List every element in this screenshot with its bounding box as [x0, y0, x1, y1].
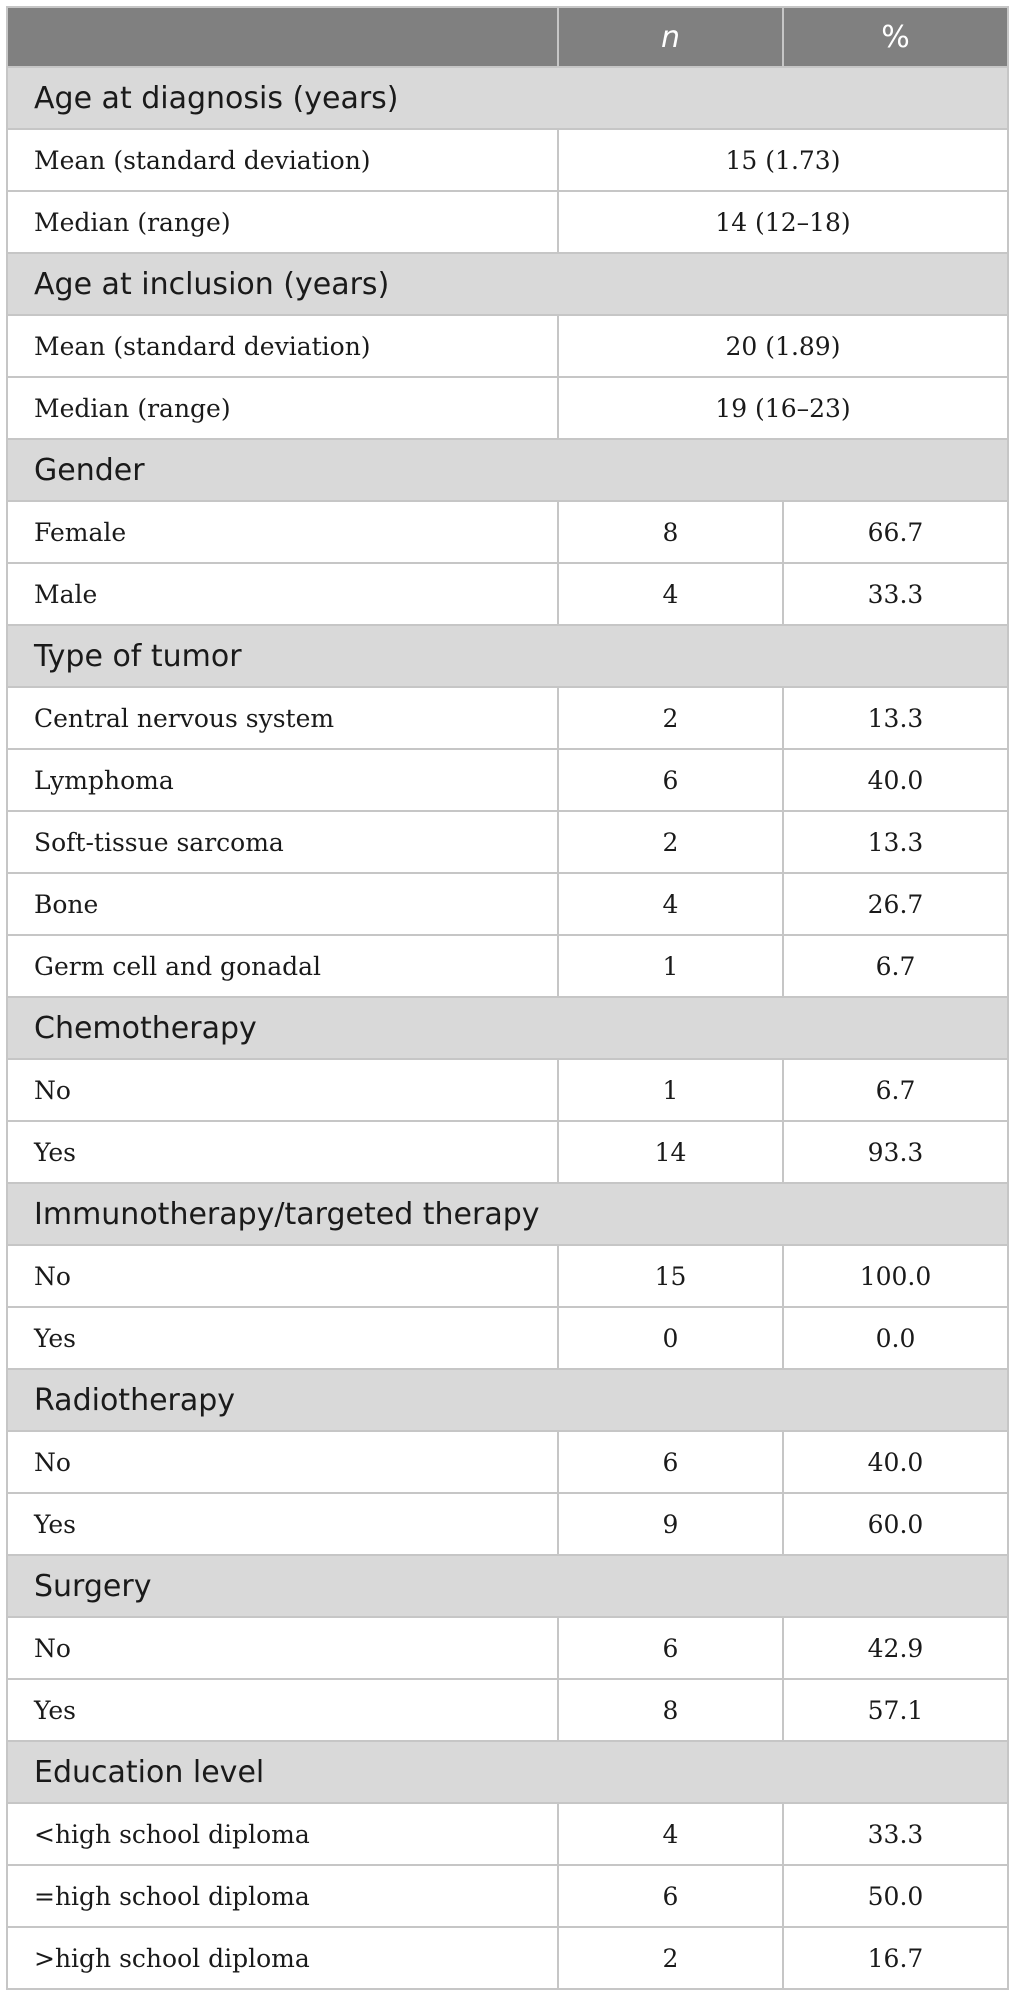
section-header-row	[7, 439, 1008, 501]
header-row	[7, 7, 1008, 67]
percent-cell: 100.0	[783, 1245, 1008, 1307]
percent-cell: 0.0	[783, 1307, 1008, 1369]
percent-cell: 16.7	[783, 1927, 1008, 1989]
summary-value-cell: 19 (16–23)	[558, 377, 1008, 439]
table-row	[7, 315, 1008, 377]
table-row	[7, 1679, 1008, 1741]
row-label: Mean (standard deviation)	[7, 315, 558, 377]
section-header-row	[7, 625, 1008, 687]
table-row	[7, 1927, 1008, 1989]
percent-cell: 6.7	[783, 935, 1008, 997]
count-cell: 1	[558, 1059, 783, 1121]
percent-cell: 66.7	[783, 501, 1008, 563]
section-title: Radiotherapy	[7, 1369, 1008, 1431]
characteristics-table	[6, 6, 1009, 1990]
section-header-row	[7, 253, 1008, 315]
count-cell: 6	[558, 749, 783, 811]
percent-cell: 6.7	[783, 1059, 1008, 1121]
summary-value-cell: 20 (1.89)	[558, 315, 1008, 377]
row-label: Germ cell and gonadal	[7, 935, 558, 997]
section-header-row	[7, 1555, 1008, 1617]
row-label: No	[7, 1431, 558, 1493]
table-row	[7, 191, 1008, 253]
row-label: No	[7, 1245, 558, 1307]
section-title: Age at diagnosis (years)	[7, 67, 1008, 129]
table-row	[7, 1245, 1008, 1307]
count-cell: 0	[558, 1307, 783, 1369]
count-cell: 6	[558, 1865, 783, 1927]
row-label: Bone	[7, 873, 558, 935]
section-header-row	[7, 1741, 1008, 1803]
count-cell: 2	[558, 811, 783, 873]
section-header-row	[7, 1369, 1008, 1431]
summary-value-cell: 14 (12–18)	[558, 191, 1008, 253]
percent-cell: 26.7	[783, 873, 1008, 935]
table-row	[7, 1617, 1008, 1679]
summary-value-cell: 15 (1.73)	[558, 129, 1008, 191]
table-row	[7, 1803, 1008, 1865]
percent-cell: 40.0	[783, 749, 1008, 811]
header-n-cell: n	[558, 7, 783, 67]
count-cell: 9	[558, 1493, 783, 1555]
count-cell: 4	[558, 1803, 783, 1865]
percent-cell: 13.3	[783, 811, 1008, 873]
percent-cell: 13.3	[783, 687, 1008, 749]
row-label: Male	[7, 563, 558, 625]
table-row	[7, 1431, 1008, 1493]
count-cell: 1	[558, 935, 783, 997]
count-cell: 4	[558, 873, 783, 935]
percent-cell: 33.3	[783, 563, 1008, 625]
section-header-row	[7, 67, 1008, 129]
row-label: Central nervous system	[7, 687, 558, 749]
count-cell: 14	[558, 1121, 783, 1183]
section-title: Immunotherapy/targeted therapy	[7, 1183, 1008, 1245]
count-cell: 2	[558, 687, 783, 749]
percent-cell: 40.0	[783, 1431, 1008, 1493]
row-label: <high school diploma	[7, 1803, 558, 1865]
section-title: Education level	[7, 1741, 1008, 1803]
row-label: Yes	[7, 1493, 558, 1555]
table-row	[7, 811, 1008, 873]
section-title: Age at inclusion (years)	[7, 253, 1008, 315]
percent-cell: 33.3	[783, 1803, 1008, 1865]
header-percent-cell: %	[783, 7, 1008, 67]
percent-cell: 50.0	[783, 1865, 1008, 1927]
header-label-cell	[7, 7, 558, 67]
row-label: Female	[7, 501, 558, 563]
table-row	[7, 1121, 1008, 1183]
table-row	[7, 501, 1008, 563]
section-title: Chemotherapy	[7, 997, 1008, 1059]
row-label: Yes	[7, 1307, 558, 1369]
table-row	[7, 1059, 1008, 1121]
section-title: Gender	[7, 439, 1008, 501]
row-label: Yes	[7, 1121, 558, 1183]
row-label: No	[7, 1617, 558, 1679]
count-cell: 2	[558, 1927, 783, 1989]
percent-cell: 60.0	[783, 1493, 1008, 1555]
section-title: Type of tumor	[7, 625, 1008, 687]
count-cell: 15	[558, 1245, 783, 1307]
table-row	[7, 1865, 1008, 1927]
row-label: No	[7, 1059, 558, 1121]
table-row	[7, 563, 1008, 625]
row-label: Yes	[7, 1679, 558, 1741]
table-row	[7, 1493, 1008, 1555]
row-label: Lymphoma	[7, 749, 558, 811]
table-row	[7, 129, 1008, 191]
table-row	[7, 687, 1008, 749]
table-row	[7, 377, 1008, 439]
percent-cell: 57.1	[783, 1679, 1008, 1741]
table-row	[7, 1307, 1008, 1369]
section-title: Surgery	[7, 1555, 1008, 1617]
count-cell: 8	[558, 1679, 783, 1741]
percent-cell: 42.9	[783, 1617, 1008, 1679]
section-header-row	[7, 1183, 1008, 1245]
table-row	[7, 749, 1008, 811]
count-cell: 6	[558, 1617, 783, 1679]
row-label: Median (range)	[7, 377, 558, 439]
count-cell: 8	[558, 501, 783, 563]
row-label: =high school diploma	[7, 1865, 558, 1927]
section-header-row	[7, 997, 1008, 1059]
row-label: Soft-tissue sarcoma	[7, 811, 558, 873]
percent-cell: 93.3	[783, 1121, 1008, 1183]
row-label: Median (range)	[7, 191, 558, 253]
row-label: Mean (standard deviation)	[7, 129, 558, 191]
table-body	[7, 67, 1008, 1989]
count-cell: 4	[558, 563, 783, 625]
table-row	[7, 935, 1008, 997]
table-row	[7, 873, 1008, 935]
count-cell: 6	[558, 1431, 783, 1493]
row-label: >high school diploma	[7, 1927, 558, 1989]
